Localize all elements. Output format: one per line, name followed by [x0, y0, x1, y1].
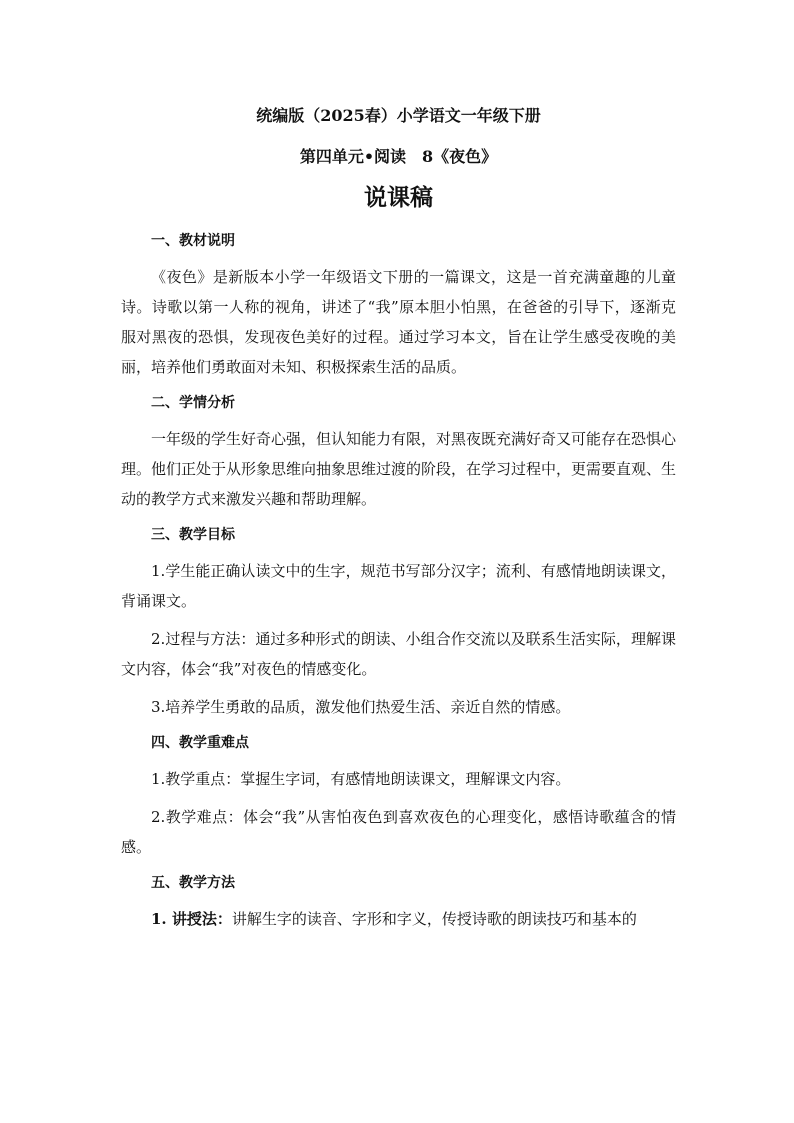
paragraph: [121, 904, 676, 934]
section-heading: 一、教材说明: [151, 233, 235, 249]
paragraph: 2.教学难点：体会“我”从害怕夜色到喜欢夜色的心理变化，感悟诗歌蕴含的情感。: [121, 808, 676, 856]
paragraph: 一年级的学生好奇心强，但认知能力有限，对黑夜既充满好奇又可能存在恐惧心理。他们正处于从形象思维向抽象思维过渡的阶段，在学习过程中，更需要直观、生动的教学方式来激发兴趣和帮助理解。: [121, 430, 677, 508]
paragraph: 2.过程与方法：通过多种形式的朗读、小组合作交流以及联系生活实际，理解课文内容，体会“我”对夜色的情感变化。: [121, 630, 676, 678]
section-teaching-goals: [121, 524, 676, 722]
section-key-points: [121, 732, 676, 862]
section-student-analysis: [121, 392, 676, 514]
paragraph: 1.教学重点：掌握生字词，有感情地朗读课文，理解课文内容。: [151, 770, 571, 788]
section-textbook: [121, 230, 676, 382]
document-title-line1: 统编版（2025春）小学语文一年级下册: [256, 106, 541, 125]
section-heading: 二、学情分析: [151, 395, 235, 411]
section-teaching-methods: [121, 872, 676, 934]
method-lead: 1. 讲授法：: [151, 910, 232, 928]
method-text: 讲解生字的读音、字形和字义，传授诗歌的朗读技巧和基本的: [231, 910, 637, 928]
paragraph: 3.培养学生勇敢的品质，激发他们热爱生活、亲近自然的情感。: [151, 698, 571, 716]
document-content: [121, 104, 676, 944]
section-heading: 三、教学目标: [151, 527, 235, 543]
paragraph: 《夜色》是新版本小学一年级语文下册的一篇课文，这是一首充满童趣的儿童诗。诗歌以第一人称的视角，讲述了“我”原本胆小怕黑，在爸爸的引导下，逐渐克服对黑夜的恐惧，发现夜色美好的过程。通过学习本文，旨在让学生感受夜晚的美丽，培养他们勇敢面对未知、积极探索生活的品质。: [121, 268, 676, 376]
section-heading: 四、教学重难点: [151, 735, 249, 751]
paragraph: 1.学生能正确认读文中的生字，规范书写部分汉字；流利、有感情地朗读课文，背诵课文。: [121, 562, 676, 610]
document-title-main: 说课稿: [364, 184, 433, 211]
section-heading: 五、教学方法: [151, 875, 235, 891]
document-title-line2: 第四单元•阅读 8《夜色》: [299, 147, 498, 166]
